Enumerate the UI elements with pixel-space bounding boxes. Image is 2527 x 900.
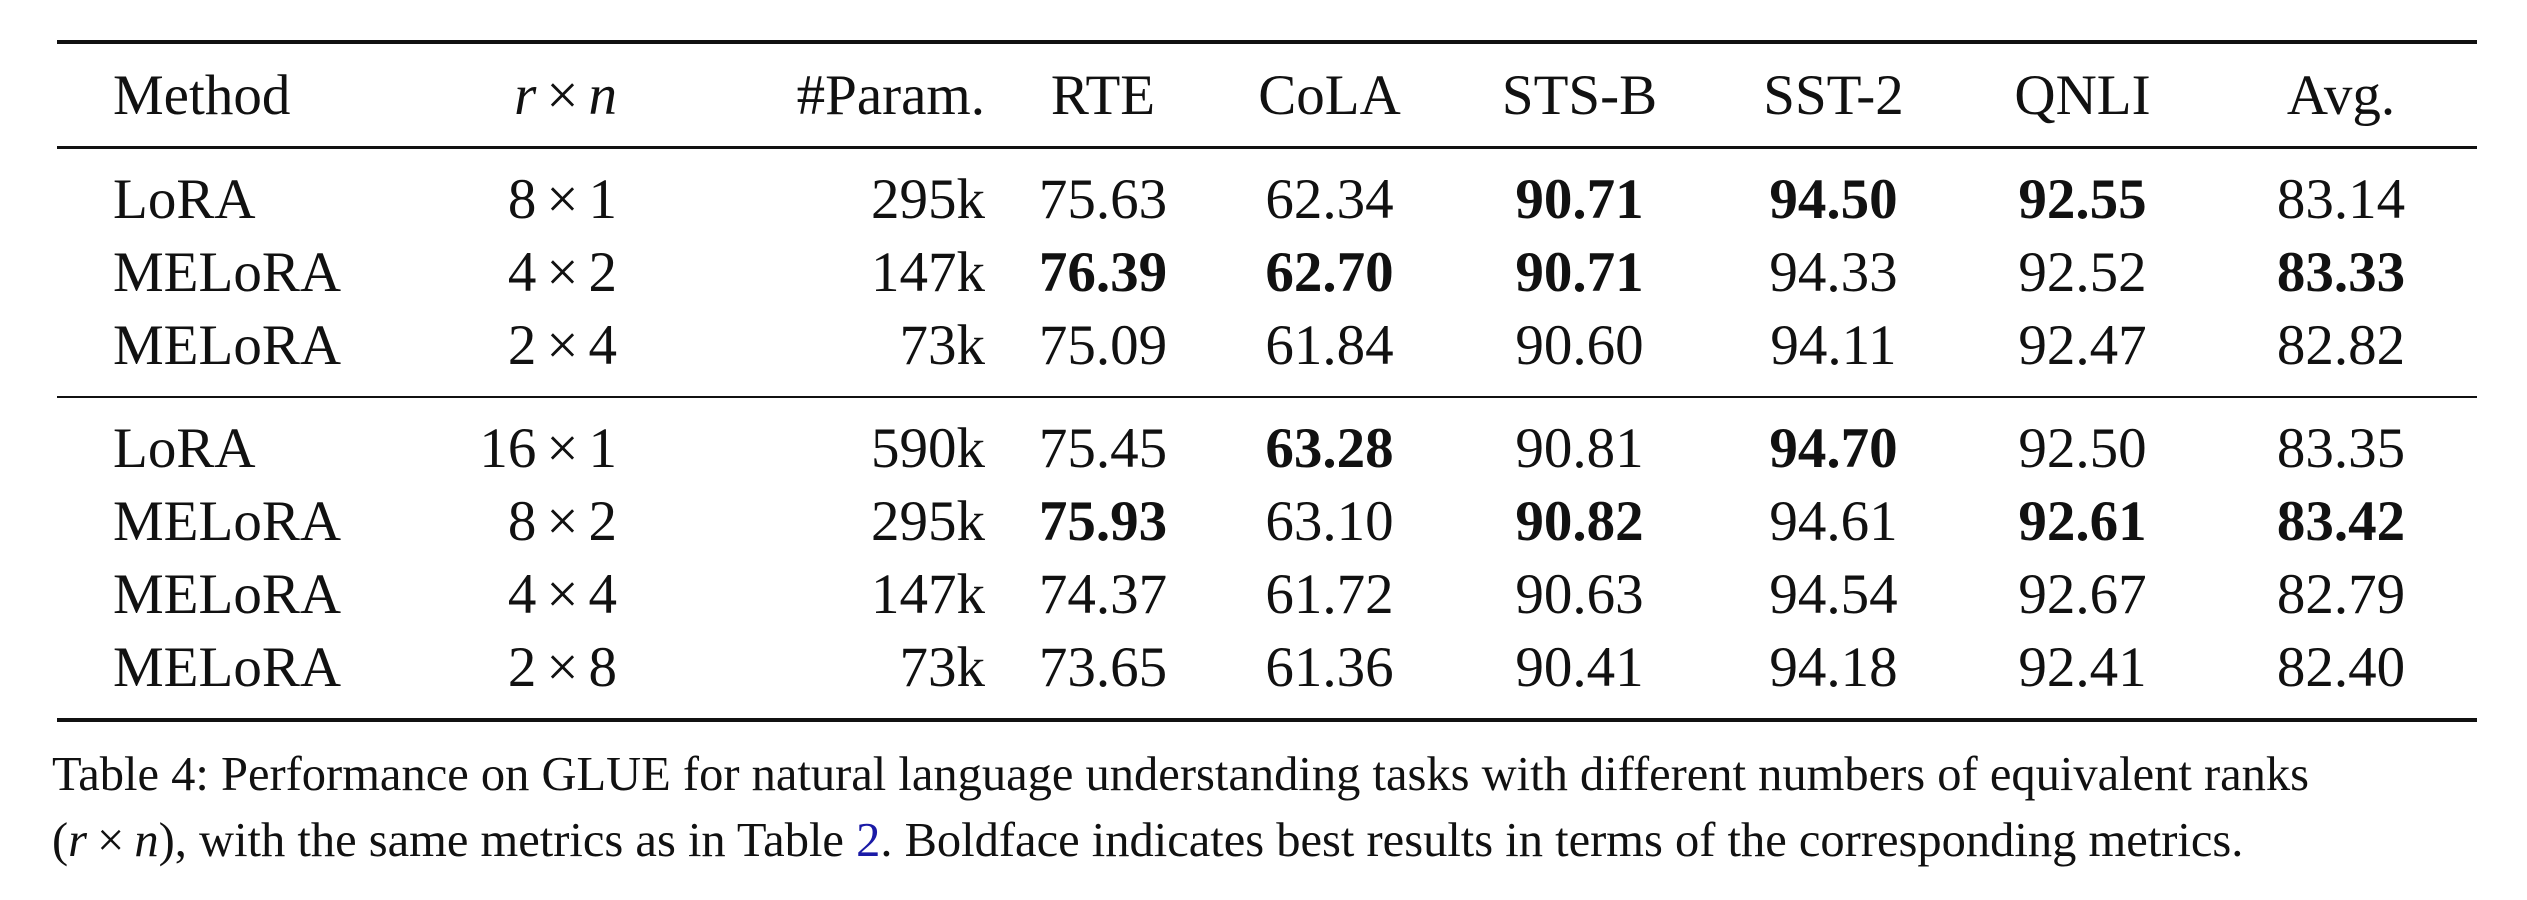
cell-cola: 62.34 xyxy=(1265,167,1394,231)
cell-qnli: 92.47 xyxy=(2018,313,2147,377)
cell-avg: 82.40 xyxy=(2276,636,2406,699)
cell-rank-r: 2 xyxy=(507,313,537,377)
cell-rank xyxy=(312,563,639,626)
table-row xyxy=(57,558,2477,631)
cell-avg: 83.42 xyxy=(2276,490,2406,553)
cell-rank xyxy=(312,490,639,553)
cell-method: MELoRA xyxy=(113,636,341,699)
table-row xyxy=(57,631,2477,704)
header-cola: CoLA xyxy=(1258,63,1401,127)
cell-rte: 75.63 xyxy=(1038,167,1168,231)
cell-rank-times: × xyxy=(546,240,579,304)
caption-rank-r: r xyxy=(68,814,88,867)
cell-rank-r: 2 xyxy=(507,636,537,699)
cell-stsb: 90.81 xyxy=(1515,417,1644,480)
header-sst2: SST-2 xyxy=(1763,63,1904,127)
cell-params: 73k xyxy=(899,636,985,699)
table-bottom-rule xyxy=(57,718,2477,722)
cell-params: 295k xyxy=(871,167,985,231)
cell-method: MELoRA xyxy=(113,313,341,377)
cell-rank-times: × xyxy=(546,636,579,699)
cell-rte: 75.45 xyxy=(1038,417,1168,480)
cell-sst2: 94.50 xyxy=(1769,167,1898,231)
cell-params: 295k xyxy=(871,490,985,553)
group-divider-rule xyxy=(57,396,2477,399)
cell-qnli: 92.55 xyxy=(2018,167,2147,231)
header-stsb: STS-B xyxy=(1501,63,1658,127)
table-caption xyxy=(52,742,2482,874)
cell-rank-n: 1 xyxy=(588,417,617,480)
cell-sst2: 94.11 xyxy=(1770,313,1897,377)
caption-rank-times: × xyxy=(97,814,125,867)
cell-sst2: 94.70 xyxy=(1769,417,1898,480)
cell-sst2: 94.18 xyxy=(1769,636,1898,699)
cell-stsb: 90.71 xyxy=(1515,167,1644,231)
cell-stsb: 90.63 xyxy=(1515,563,1644,626)
cell-sst2: 94.54 xyxy=(1769,563,1898,626)
cell-avg: 83.33 xyxy=(2276,240,2406,304)
header-rank xyxy=(312,63,639,127)
caption-middle-text: ), with the same metrics as in Table xyxy=(158,814,857,867)
cell-rank-n: 4 xyxy=(588,313,617,377)
cell-rank xyxy=(312,240,639,304)
cell-rte: 76.39 xyxy=(1038,240,1168,304)
cell-rank-n: 8 xyxy=(588,636,617,699)
cell-qnli: 92.50 xyxy=(2018,417,2147,480)
cell-rte: 75.09 xyxy=(1038,313,1168,377)
cell-method: LoRA xyxy=(113,167,256,231)
cell-rank-times: × xyxy=(546,490,579,553)
table-group-rank-16 xyxy=(57,412,2477,704)
cell-sst2: 94.33 xyxy=(1769,240,1898,304)
cell-rank-times: × xyxy=(546,313,579,377)
cell-rank-r: 16 xyxy=(479,417,537,480)
cell-qnli: 92.61 xyxy=(2018,490,2147,553)
cell-rank-r: 8 xyxy=(507,167,537,231)
cell-params: 147k xyxy=(871,563,985,626)
cell-qnli: 92.67 xyxy=(2018,563,2147,626)
cell-rank-times: × xyxy=(546,417,579,480)
table-row xyxy=(57,309,2477,382)
cell-rank-n: 2 xyxy=(588,490,617,553)
caption-open-paren: ( xyxy=(52,814,69,867)
cell-method: MELoRA xyxy=(113,240,341,304)
table-row xyxy=(57,236,2477,309)
caption-end-text: . Boldface indicates best results in terms of the corresponding metrics. xyxy=(880,814,2244,867)
table-row xyxy=(57,485,2477,558)
cell-rank-r: 4 xyxy=(507,240,537,304)
cell-rank-n: 4 xyxy=(588,563,617,626)
cell-cola: 62.70 xyxy=(1265,240,1394,304)
cell-params: 147k xyxy=(871,240,985,304)
cell-stsb: 90.71 xyxy=(1515,240,1644,304)
caption-rank-n: n xyxy=(134,814,159,867)
cell-avg: 83.35 xyxy=(2276,417,2406,480)
cell-method: MELoRA xyxy=(113,490,341,553)
cell-cola: 61.36 xyxy=(1265,636,1394,699)
cell-rank-times: × xyxy=(546,563,579,626)
cell-rank xyxy=(312,417,639,480)
cell-sst2: 94.61 xyxy=(1769,490,1898,553)
cell-stsb: 90.41 xyxy=(1515,636,1644,699)
cell-avg: 83.14 xyxy=(2276,167,2406,231)
table-row xyxy=(57,163,2477,236)
results-table xyxy=(57,40,2477,722)
table-group-rank-8 xyxy=(57,163,2477,382)
header-divider-rule xyxy=(57,146,2477,149)
table-header-row xyxy=(57,44,2477,146)
cell-rank-n: 2 xyxy=(588,240,617,304)
header-params: #Param. xyxy=(796,63,985,127)
header-avg: Avg. xyxy=(2286,63,2396,127)
cell-method: MELoRA xyxy=(113,563,341,626)
cell-rte: 75.93 xyxy=(1038,490,1168,553)
caption-line-2 xyxy=(52,808,2482,874)
cell-rank-times: × xyxy=(546,167,579,231)
cell-rank xyxy=(312,636,639,699)
caption-line-1: Table 4: Performance on GLUE for natural language understanding tasks with different numbers of equivalent ranks xyxy=(52,748,2310,801)
header-rank-times: × xyxy=(546,63,579,127)
cell-stsb: 90.60 xyxy=(1515,313,1644,377)
cell-rte: 73.65 xyxy=(1038,636,1168,699)
cell-cola: 63.28 xyxy=(1265,417,1394,480)
cell-rank xyxy=(312,313,639,377)
cell-avg: 82.82 xyxy=(2276,313,2406,377)
header-method: Method xyxy=(113,63,291,127)
cell-method: LoRA xyxy=(113,417,256,480)
table-row xyxy=(57,412,2477,485)
header-qnli: QNLI xyxy=(2014,63,2151,127)
cell-qnli: 92.52 xyxy=(2018,240,2147,304)
cell-avg: 82.79 xyxy=(2276,563,2406,626)
table-reference-link[interactable]: 2 xyxy=(856,814,881,867)
cell-cola: 63.10 xyxy=(1265,490,1394,553)
cell-rte: 74.37 xyxy=(1038,563,1168,626)
cell-rank-n: 1 xyxy=(588,167,617,231)
header-rte: RTE xyxy=(1050,63,1156,127)
cell-cola: 61.84 xyxy=(1265,313,1394,377)
cell-params: 590k xyxy=(871,417,985,480)
cell-rank-r: 4 xyxy=(507,563,537,626)
cell-cola: 61.72 xyxy=(1265,563,1394,626)
cell-qnli: 92.41 xyxy=(2018,636,2147,699)
cell-rank xyxy=(312,167,639,231)
cell-rank-r: 8 xyxy=(507,490,537,553)
header-rank-r: r xyxy=(514,63,537,127)
header-rank-n: n xyxy=(588,63,617,127)
cell-stsb: 90.82 xyxy=(1515,490,1644,553)
cell-params: 73k xyxy=(899,313,985,377)
